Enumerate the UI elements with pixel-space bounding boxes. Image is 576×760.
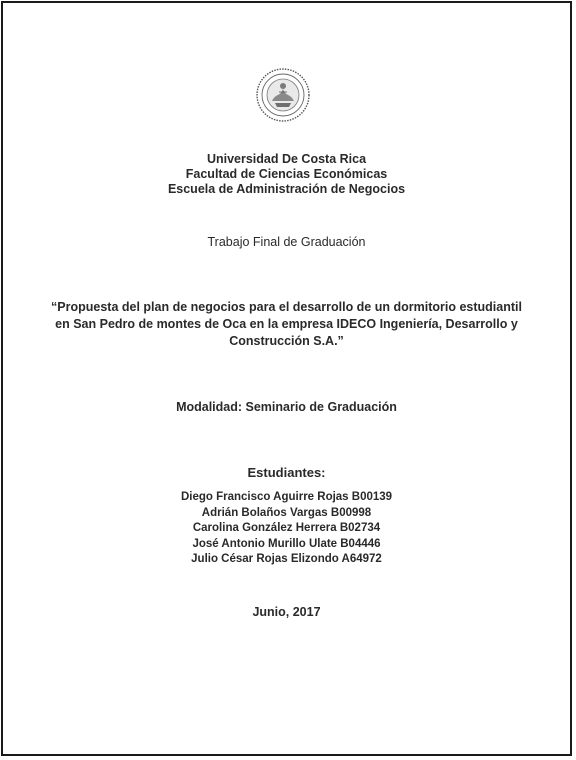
date-label: Junio, 2017	[252, 605, 321, 619]
list-item: Adrián Bolaños Vargas B00998	[201, 506, 372, 519]
students-heading-label: Estudiantes:	[247, 465, 326, 480]
thesis-title-line-2: en San Pedro de montes de Oca en la empresa IDECO Ingeniería, Desarrollo y	[55, 317, 518, 331]
work-type	[3, 235, 570, 250]
university-name: Universidad De Costa Rica	[206, 152, 367, 166]
document-page	[1, 1, 572, 756]
thesis-title-line-1: “Propuesta del plan de negocios para el desarrollo de un dormitorio estudiantil	[51, 300, 522, 314]
students-heading	[3, 465, 570, 480]
university-seal-icon	[255, 67, 311, 123]
work-type-label: Trabajo Final de Graduación	[207, 235, 366, 249]
modality-label: Modalidad: Seminario de Graduación	[176, 400, 397, 414]
thesis-title	[3, 299, 570, 350]
list-item: Carolina González Herrera B02734	[192, 522, 381, 534]
thesis-title-line-3: Construcción S.A.”	[229, 334, 344, 348]
document-date	[3, 605, 570, 620]
list-item: Julio César Rojas Elizondo A64972	[191, 553, 382, 565]
school-name: Escuela de Administración de Negocios	[167, 182, 406, 196]
modality	[3, 400, 570, 415]
students-list	[3, 490, 570, 568]
faculty-name: Facultad de Ciencias Económicas	[185, 167, 388, 181]
university-header	[3, 152, 570, 197]
list-item: José Antonio Murillo Ulate B04446	[192, 537, 381, 550]
list-item: Diego Francisco Aguirre Rojas B00139	[180, 491, 393, 503]
